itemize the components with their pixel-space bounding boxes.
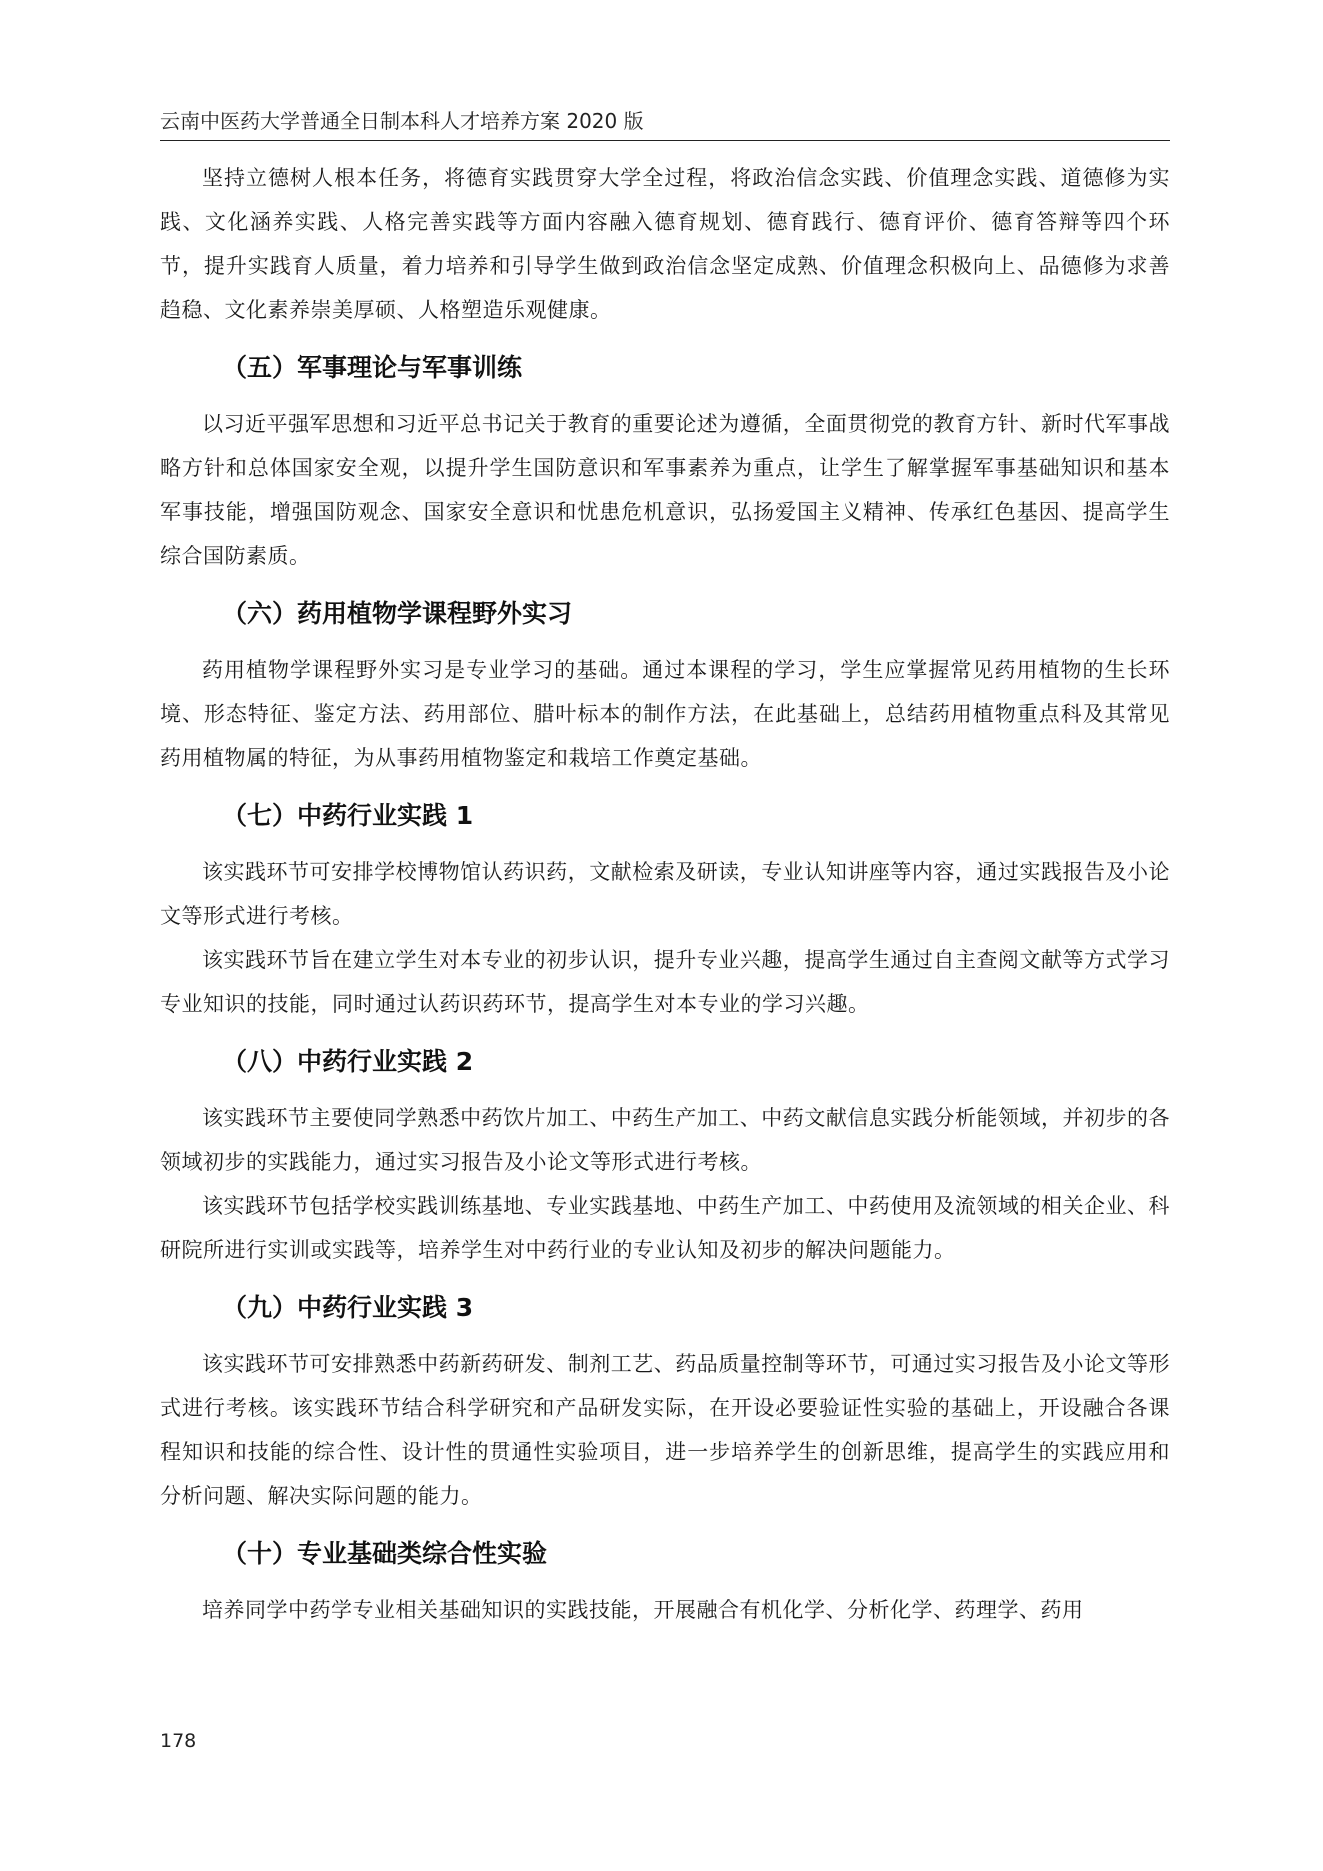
section-8-paragraph-1: 该实践环节主要使同学熟悉中药饮片加工、中药生产加工、中药文献信息实践分析能领域，并初步的各领域初步的实践能力，通过实习报告及小论文等形式进行考核。	[160, 1106, 1170, 1174]
section-9-paragraph-1: 该实践环节可安排熟悉中药新药研发、制剂工艺、药品质量控制等环节，可通过实习报告及小论文等形式进行考核。该实践环节结合科学研究和产品研发实际，在开设必要验证性实验的基础上，开设融合各课程知识和技能的综合性、设计性的贯通性实验项目，进一步培养学生的创新思维，提高学生的实践应用和分析问题、解决实际问题的能力。	[160, 1352, 1170, 1508]
section-heading-7: （七）中药行业实践 1	[222, 801, 474, 830]
section-8-paragraph-2: 该实践环节包括学校实践训练基地、专业实践基地、中药生产加工、中药使用及流领域的相关企业、科研院所进行实训或实践等，培养学生对中药行业的专业认知及初步的解决问题能力。	[160, 1194, 1170, 1262]
document-body	[160, 156, 1170, 1632]
header-rule	[160, 140, 1170, 141]
section-heading-5: （五）军事理论与军事训练	[222, 353, 523, 382]
section-7-paragraph-2: 该实践环节旨在建立学生对本专业的初步认识，提升专业兴趣，提高学生通过自主查阅文献等方式学习专业知识的技能，同时通过认药识药环节，提高学生对本专业的学习兴趣。	[160, 948, 1170, 1016]
section-10-paragraph-1: 培养同学中药学专业相关基础知识的实践技能，开展融合有机化学、分析化学、药理学、药用	[202, 1598, 1084, 1622]
running-header: 云南中医药大学普通全日制本科人才培养方案 2020 版	[160, 109, 644, 133]
section-heading-6: （六）药用植物学课程野外实习	[222, 599, 573, 628]
intro-paragraph: 坚持立德树人根本任务，将德育实践贯穿大学全过程，将政治信念实践、价值理念实践、道德修为实践、文化涵养实践、人格完善实践等方面内容融入德育规划、德育践行、德育评价、德育答辩等四个环节，提升实践育人质量，着力培养和引导学生做到政治信念坚定成熟、价值理念积极向上、品德修为求善趋稳、文化素养崇美厚硕、人格塑造乐观健康。	[160, 166, 1170, 322]
section-5-paragraph-1: 以习近平强军思想和习近平总书记关于教育的重要论述为遵循，全面贯彻党的教育方针、新时代军事战略方针和总体国家安全观，以提升学生国防意识和军事素养为重点，让学生了解掌握军事基础知识和基本军事技能，增强国防观念、国家安全意识和忧患危机意识，弘扬爱国主义精神、传承红色基因、提高学生综合国防素质。	[160, 412, 1170, 568]
section-7-paragraph-1: 该实践环节可安排学校博物馆认药识药，文献检索及研读，专业认知讲座等内容，通过实践报告及小论文等形式进行考核。	[160, 860, 1170, 928]
section-heading-9: （九）中药行业实践 3	[222, 1293, 474, 1322]
section-heading-10: （十）专业基础类综合性实验	[222, 1539, 548, 1568]
section-heading-8: （八）中药行业实践 2	[222, 1047, 474, 1076]
section-6-paragraph-1: 药用植物学课程野外实习是专业学习的基础。通过本课程的学习，学生应掌握常见药用植物的生长环境、形态特征、鉴定方法、药用部位、腊叶标本的制作方法，在此基础上，总结药用植物重点科及其常见药用植物属的特征，为从事药用植物鉴定和栽培工作奠定基础。	[160, 658, 1170, 770]
page-number: 178	[160, 1730, 197, 1752]
